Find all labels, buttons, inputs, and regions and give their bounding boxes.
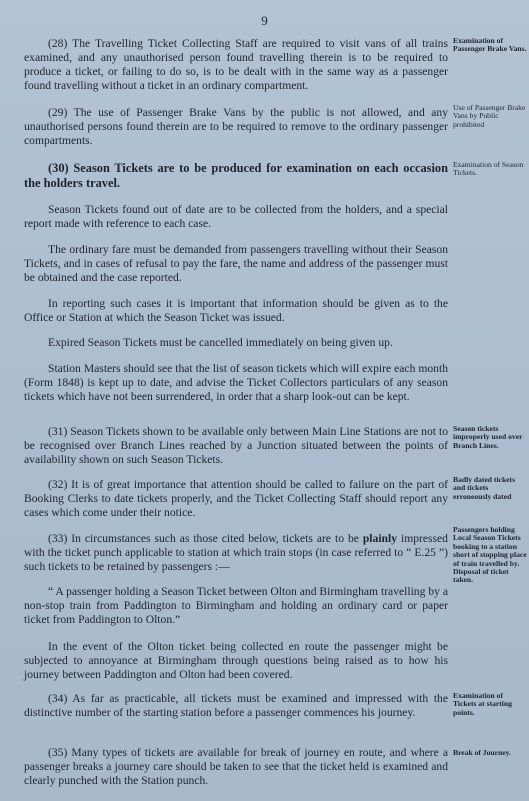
paragraph-35: (35) Many types of tickets are available for break of journey en route, and where a passenger breaks a journey care should be taken to see that the ticket held is examined and clearly punched with the Station punch. xyxy=(24,746,448,788)
paragraph-30a: Season Tickets found out of date are to be collected from the holders, and a special report made with reference to each case. xyxy=(24,203,448,231)
paragraph-33-end: impressed with the ticket punch applicable to station at which train stops (in case referred to “ E.25 ”) such tickets to be retained by passengers :— xyxy=(24,532,448,574)
sidenote-30: Examination of Season Tickets. xyxy=(453,160,524,178)
paragraph-33-start: (33) In circumstances such as those cited below, tickets are to be xyxy=(48,532,363,545)
paragraph-30b: The ordinary fare must be demanded from passengers travelling without their Season Tickets, and in cases of refusal to pay the fare, the name and address of the passenger must be obtained and the case reported. xyxy=(24,243,448,285)
paragraph-33-emphasis: plainly xyxy=(362,532,398,545)
paragraph-30e: Station Masters should see that the list of season tickets which will expire each month (Form 1848) is kept up to date, and advise the Ticket Collectors particulars of any season tickets which have not been surrendered, in order that a sharp look-out can be kept. xyxy=(24,362,448,404)
sidenote-34: Examination of Tickets at starting points. xyxy=(453,691,512,717)
paragraph-33 xyxy=(24,532,448,574)
paragraph-34: (34) As far as practicable, all tickets must be examined and impressed with the distinctive number of the starting station before a passenger commences his journey. xyxy=(24,692,448,720)
paragraph-32: (32) It is of great importance that attention should be called to failure on the part of Booking Clerks to date tickets properly, and the Ticket Collecting Staff should report any cases which come under their notice. xyxy=(24,478,448,520)
paragraph-30-heading: (30) Season Tickets are to be produced for examination on each occasion the holders travel. xyxy=(24,161,448,190)
page-number: 9 xyxy=(261,13,268,28)
paragraph-28: (28) The Travelling Ticket Collecting Staff are required to visit vans of all trains examined, and any unauthorised person found travelling therein is to be required to produce a ticket, or failing to do so, is to be dealt with in the same way as a passenger found travelling without a ticket in an ordinary compartment. xyxy=(24,37,448,93)
paragraph-29: (29) The use of Passenger Brake Vans by the public is not allowed, and any unauthorised persons found therein are to be required to remove to the ordinary passenger compartments. xyxy=(24,106,448,148)
paragraph-31: (31) Season Tickets shown to be available only between Main Line Stations are not to be recognised over Branch Lines reached by a Junction situated between the points of availability shown on such Season Tickets. xyxy=(24,425,448,467)
paragraph-33a: “ A passenger holding a Season Ticket between Olton and Birmingham travelling by a non-stop train from Paddington to Birmingham and holding an ordinary card or paper ticket from Paddington to Olton.” xyxy=(24,585,448,627)
paragraph-30d: Expired Season Tickets must be cancelled immediately on being given up. xyxy=(48,336,393,349)
sidenote-31: Season tickets improperly used over Branch Lines. xyxy=(453,424,523,450)
sidenote-35: Break of Journey. xyxy=(453,748,511,757)
paragraph-33b: In the event of the Olton ticket being collected en route the passenger might be subjected to annoyance at Birmingham through questions being raised as to how his journey between Paddington and Olton had been covered. xyxy=(24,640,448,682)
sidenote-28: Examination of Passenger Brake Vans. xyxy=(453,36,527,54)
sidenote-29: Use of Passenger Brake Vans by Public prohibited xyxy=(453,103,526,129)
paragraph-30c: In reporting such cases it is important that information should be given as to the Office or Station at which the Season Ticket was issued. xyxy=(24,297,448,325)
sidenote-32: Badly dated tickets and tickets erroneously dated xyxy=(453,475,516,501)
sidenote-33: Passengers holding Local Season Tickets booking to a station short of stopping place of train travelled by. Disposal of ticket taken. xyxy=(453,525,527,585)
